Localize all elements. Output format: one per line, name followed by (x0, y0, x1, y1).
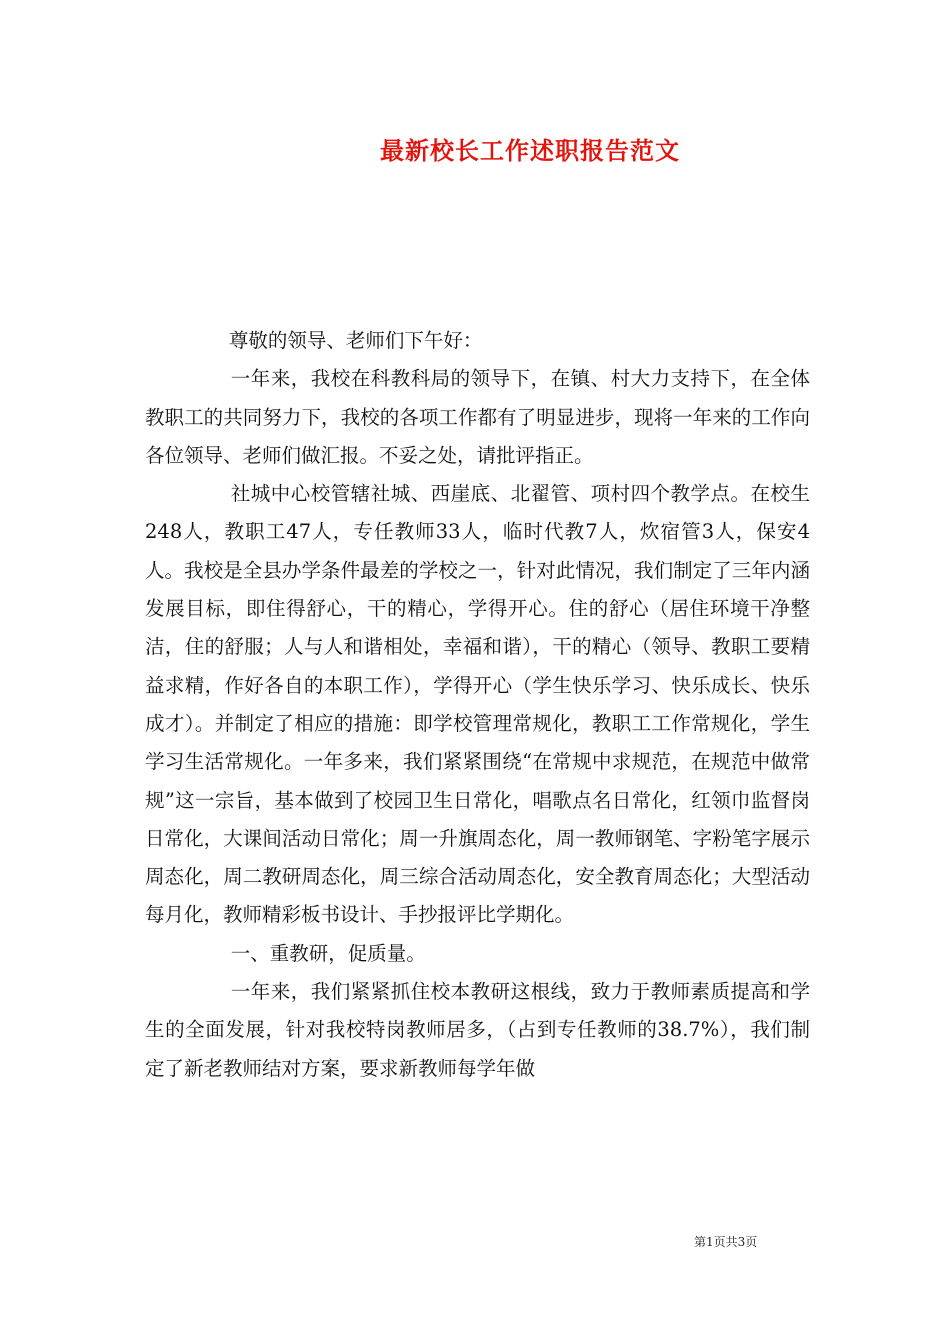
paragraph-teaching-research: 一年来，我们紧紧抓住校本教研这根线，致力于教师素质提高和学生的全面发展，针对我校特岗教师居多，（占到专任教师的38.7%），我们制定了新老教师结对方案，要求新教师每学年做 (145, 980, 810, 1080)
paragraph-school-overview: 社城中心校管辖社城、西崖底、北翟管、项村四个教学点。在校生248人，教职工47人，专任教师33人，临时代教7人，炊宿管3人，保安4人。我校是全县办学条件最差的学校之一，针对此情况，我们制定了三年内涵发展目标，即住得舒心，干的精心，学得开心。住的舒心（居住环境干净整洁，住的舒服；人与人和谐相处，幸福和谐），干的精心（领导、教职工要精益求精，作好各自的本职工作），学得开心（学生快乐学习、快乐成长、快乐成才）。并制定了相应的措施：即学校管理常规化，教职工工作常规化，学生学习生活常规化。一年多来，我们紧紧围绕“在常规中求规范，在规范中做常规”这一宗旨，基本做到了校园卫生日常化，唱歌点名日常化，红领巾监督岗日常化，大课间活动日常化；周一升旗周态化，周一教师钢笔、字粉笔字展示周态化，周二教研周态化，周三综合活动周态化，安全教育周态化；大型活动每月化，教师精彩板书设计、手抄报评比学期化。 (145, 482, 810, 927)
greeting-paragraph: 尊敬的领导、老师们下午好： (228, 329, 483, 352)
document-body (145, 322, 810, 1088)
page-footer: 第1页共3页 (694, 1235, 758, 1249)
document-title: 最新校长工作述职报告范文 (380, 136, 680, 165)
paragraph-intro: 一年来，我校在科教科局的领导下，在镇、村大力支持下，在全体教职工的共同努力下，我校的各项工作都有了明显进步，现将一年来的工作向各位领导、老师们做汇报。不妥之处，请批评指正。 (145, 367, 810, 467)
section-heading-teaching-research: 一、重教研，促质量。 (230, 941, 426, 965)
